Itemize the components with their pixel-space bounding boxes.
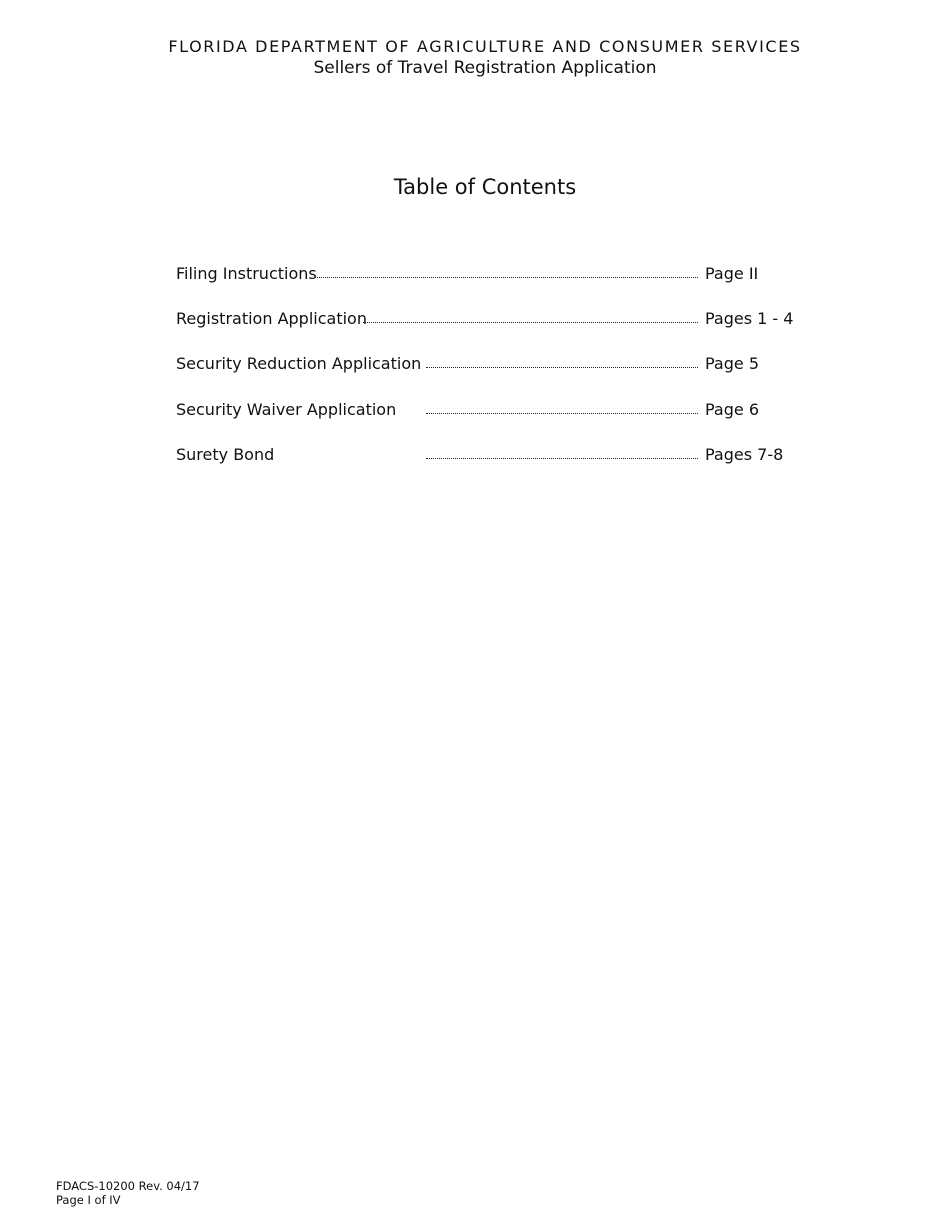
dot-leader: [363, 322, 698, 323]
dot-leader: [314, 277, 698, 278]
toc-entry-label: Security Waiver Application: [176, 400, 397, 419]
form-number: FDACS-10200 Rev. 04/17: [56, 1179, 200, 1193]
page-number: Page I of IV: [56, 1193, 121, 1207]
toc-title: Table of Contents: [393, 175, 577, 199]
toc-entry-label: Security Reduction Application: [176, 354, 422, 373]
dot-leader: [426, 413, 698, 414]
toc-entry-page: Pages 7-8: [705, 445, 784, 464]
dot-leader: [426, 458, 698, 459]
toc-entry-label: Filing Instructions: [176, 264, 317, 283]
dot-leader: [426, 367, 698, 368]
toc-entry-page: Pages 1 - 4: [705, 309, 794, 328]
toc-entry-label: Surety Bond: [176, 445, 275, 464]
toc-entry-page: Page 5: [705, 354, 759, 373]
toc-entry-page: Page II: [705, 264, 759, 283]
agency-name: FLORIDA DEPARTMENT OF AGRICULTURE AND CONSUMER SERVICES: [168, 37, 802, 56]
toc-entry-label: Registration Application: [176, 309, 367, 328]
form-title: Sellers of Travel Registration Application: [313, 58, 657, 78]
toc-entry-page: Page 6: [705, 400, 759, 419]
